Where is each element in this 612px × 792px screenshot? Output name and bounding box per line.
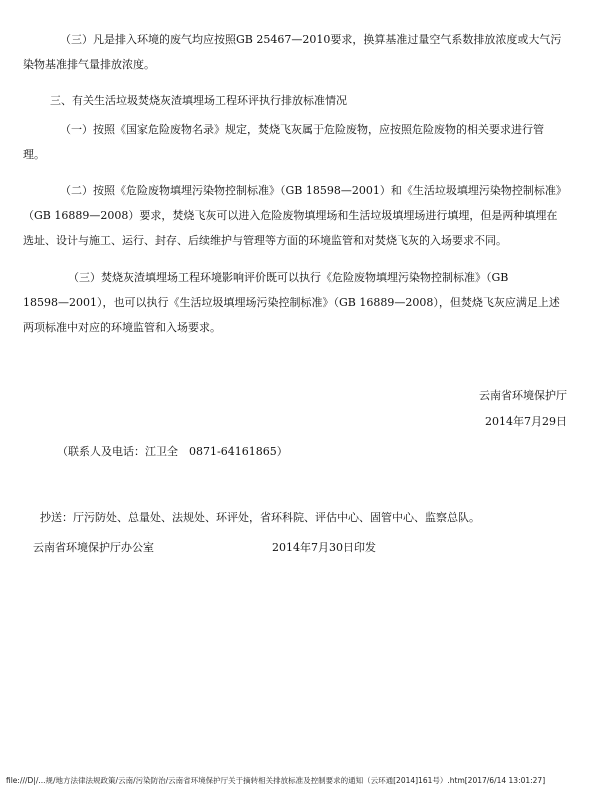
paragraph-landfill-standards (23, 178, 567, 253)
paragraph-line: 选址、设计与施工、运行、封存、后续维护与管理等方面的环境监管和对焚烧飞灰的入场要求不同。 (23, 234, 507, 247)
paragraph-line: （一）按照《国家危险废物名录》规定，焚烧飞灰属于危险废物，应按照危险废物的相关要求进行管 (60, 123, 544, 136)
section-heading: 三、有关生活垃圾焚烧灰渣填埋场工程环评执行排放标准情况 (50, 94, 347, 107)
paragraph-line: （GB 16889—2008）要求，焚烧飞灰可以进入危险废物填埋场和生活垃圾填埋场进行填埋，但是两种填埋在 (23, 209, 558, 222)
signature-issuer: 云南省环境保护厅 (479, 389, 567, 402)
paragraph-line: （二）按照《危险废物填埋污染物控制标准》（GB 18598—2001）和《生活垃圾填埋污染物控制标准》 (60, 184, 567, 197)
paragraph-line: （三）焚烧灰渣填埋场工程环境影响评价既可以执行《危险废物填埋污染物控制标准》（GB (68, 271, 509, 284)
paragraph-line: 两项标准中对应的环境监管和入场要求。 (23, 321, 221, 334)
issuing-office: 云南省环境保护厅办公室 (33, 541, 154, 554)
paragraph-hazardous-waste-list (23, 117, 544, 167)
signature-date: 2014年7月29日 (485, 415, 567, 428)
paragraph-exhaust-gas-requirement (23, 27, 561, 77)
paragraph-line: 染物基准排气量排放浓度。 (23, 58, 155, 71)
file-path-footer: file:///D|/...规/地方法律法规政策/云南/污染防治/云南省环境保护厅关于摘转相关排放标准及控制要求的通知（云环通[2014]161号）.htm[2017/6/14 13:01:27] (6, 776, 546, 785)
cc-list: 抄送：厅污防处、总量处、法规处、环评处，省环科院、评估中心、固管中心、监察总队。 (40, 511, 480, 524)
paragraph-line: （三）凡是排入环境的废气均应按照GB 25467—2010要求，换算基准过量空气系数排放浓度或大气污 (60, 33, 562, 46)
contact-info: （联系人及电话：江卫全 0871-64161865） (57, 445, 288, 458)
paragraph-eia-standards (23, 265, 560, 340)
print-date: 2014年7月30日印发 (272, 541, 376, 554)
paragraph-line: 18598—2001），也可以执行《生活垃圾填埋场污染控制标准》（GB 16889—2008），但焚烧飞灰应满足上述 (23, 296, 560, 309)
paragraph-line: 理。 (23, 148, 45, 161)
